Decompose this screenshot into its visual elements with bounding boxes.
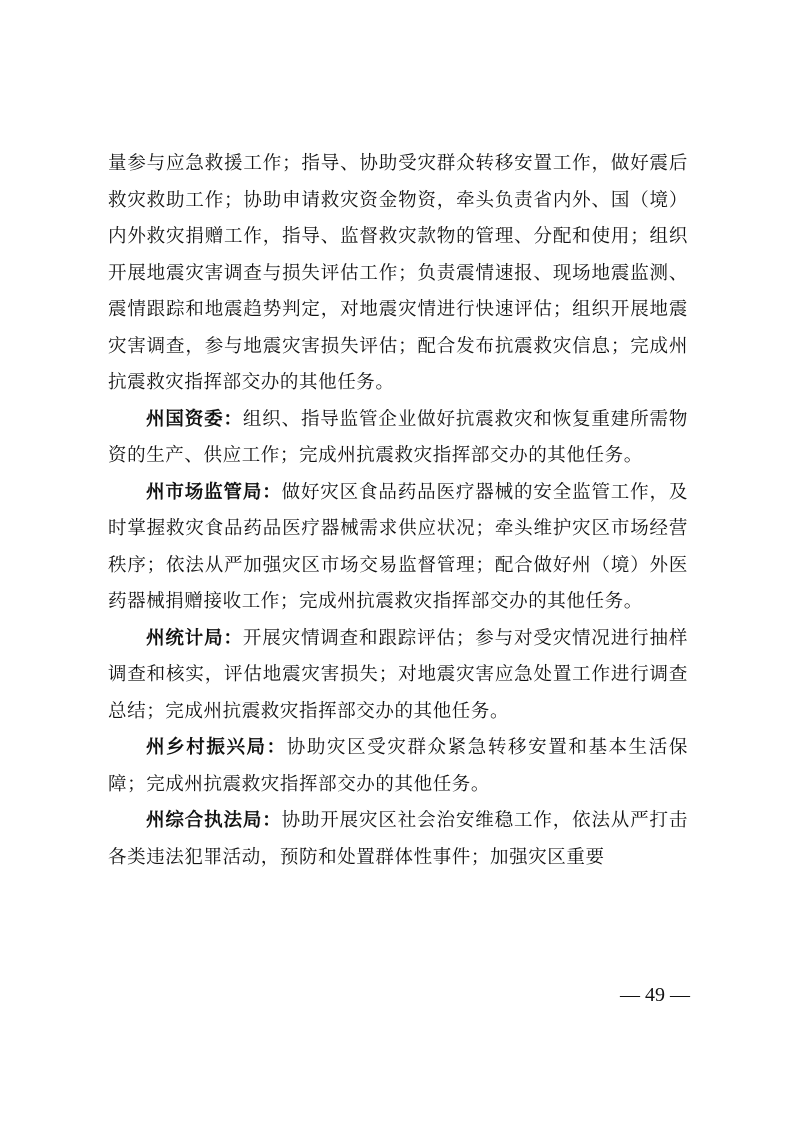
body-text xyxy=(108,146,688,876)
paragraph-text: 协助灾区受灾群众紧急转移安置和基本生活保障；完成州抗震救灾指挥部交办的其他任务。 xyxy=(108,737,688,795)
paragraph-text: 量参与应急救援工作；指导、协助受灾群众转移安置工作，做好震后救灾救助工作；协助申请救灾资金物资，牵头负责省内外、国（境）内外救灾捐赠工作，指导、监督救灾款物的管理、分配和使用；组织开展地震灾害调查与损失评估工作；负责震情速报、现场地震监测、震情跟踪和地震趋势判定，对地震灾情进行快速评估；组织开展地震灾害调查，参与地震灾害损失评估；配合发布抗震救灾信息；完成州抗震救灾指挥部交办的其他任务。 xyxy=(108,153,688,393)
paragraph-rural-revitalization xyxy=(108,730,688,803)
department-heading: 州乡村振兴局： xyxy=(146,737,287,758)
paragraph-comprehensive-enforcement xyxy=(108,803,688,876)
paragraph-text: 开展灾情调查和跟踪评估；参与对受灾情况进行抽样调查和核实，评估地震灾害损失；对地震灾害应急处置工作进行调查总结；完成州抗震救灾指挥部交办的其他任务。 xyxy=(108,627,688,722)
paragraph-text: 组织、指导监管企业做好抗震救灾和恢复重建所需物资的生产、供应工作；完成州抗震救灾指挥部交办的其他任务。 xyxy=(108,408,688,466)
department-heading: 州综合执法局： xyxy=(146,810,282,831)
paragraph-text: 协助开展灾区社会治安维稳工作，依法从严打击各类违法犯罪活动，预防和处置群体性事件；加强灾区重要 xyxy=(108,810,689,868)
paragraph-statistics-bureau xyxy=(108,621,688,731)
paragraph-state-assets-commission xyxy=(108,402,688,475)
department-heading: 州国资委： xyxy=(146,408,243,430)
department-heading: 州统计局： xyxy=(146,627,243,649)
paragraph-continuation xyxy=(108,146,688,402)
paragraph-market-regulation xyxy=(108,475,688,621)
department-heading: 州市场监管局： xyxy=(146,481,282,503)
page-number: — 49 — xyxy=(620,984,690,1006)
paragraph-text: 做好灾区食品药品医疗器械的安全监管工作，及时掌握救灾食品药品医疗器械需求供应状况；牵头维护灾区市场经营秩序；依法从严加强灾区市场交易监督管理；配合做好州（境）外医药器械捐赠接收工作；完成州抗震救灾指挥部交办的其他任务。 xyxy=(108,481,689,612)
